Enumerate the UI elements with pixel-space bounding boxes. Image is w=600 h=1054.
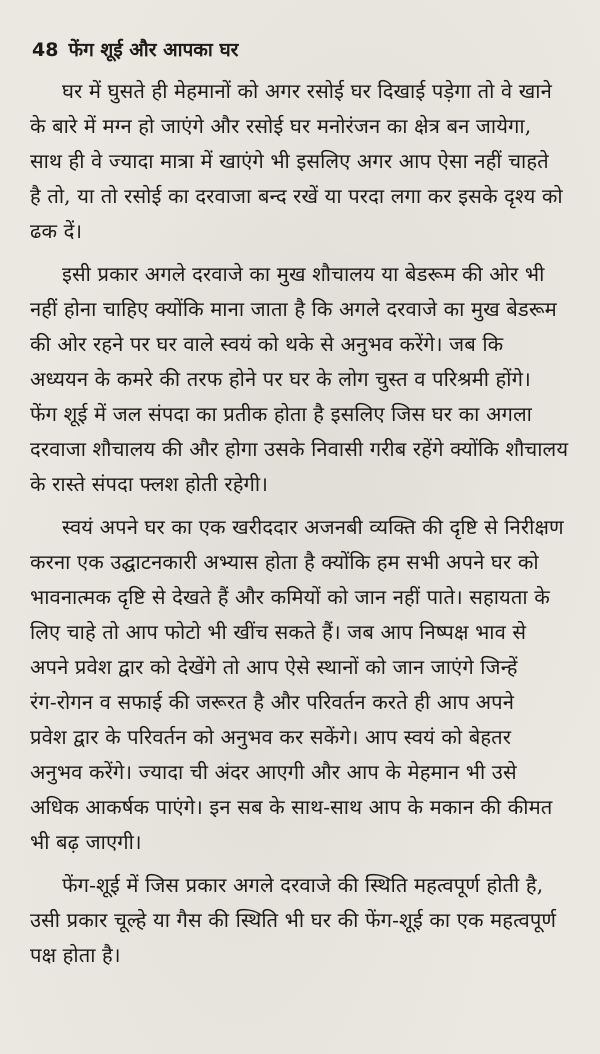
text-line: घर में घुसते ही मेहमानों को अगर रसोई घर दिखाई पड़ेगा तो वे खाने [62, 79, 552, 103]
text-line: साथ ही वे ज्यादा मात्रा में खाएंगे भी इसलिए अगर आप ऐसा नहीं चाहते [30, 149, 549, 173]
text-line: करना एक उद्घाटनकारी अभ्यास होता है क्योंकि हम सभी अपने घर को [30, 550, 539, 574]
text-line: भी बढ़ जाएगी। [30, 830, 142, 854]
text-line: फेंग शूई में जल संपदा का प्रतीक होता है इसलिए जिस घर का अगला [30, 402, 532, 426]
text-line: अनुभव करेंगे। ज्यादा ची अंदर आएगी और आप के मेहमान भी उसे [30, 760, 517, 784]
text-line: प्रवेश द्वार के परिवर्तन को अनुभव कर सकेंगे। आप स्वयं को बेहतर [30, 725, 512, 749]
text-line: की ओर रहने पर घर वाले स्वयं को थके से अनुभव करेंगे। जब कि [30, 332, 504, 356]
text-line: के बारे में मग्न हो जाएंगे और रसोई घर मनोरंजन का क्षेत्र बन जायेगा, [30, 114, 532, 138]
text-line: भावनात्मक दृष्टि से देखते हैं और कमियों को जान नहीं पाते। सहायता के [30, 585, 550, 609]
text-line: अपने प्रवेश द्वार को देखेंगे तो आप ऐसे स्थानों को जान जाएंगे जिन्हें [30, 655, 518, 679]
paragraph-3 [30, 510, 582, 860]
paragraph-1 [30, 74, 582, 249]
text-line: इसी प्रकार अगले दरवाजे का मुख शौचालय या बेडरूम की ओर भी [62, 262, 545, 286]
text-line: के रास्ते संपदा फ्लश होती रहेगी। [30, 472, 268, 496]
text-line: है तो, या तो रसोई का दरवाजा बन्द रखें या परदा लगा कर इसके दृश्य को [30, 184, 563, 208]
page-number: 48 [32, 39, 59, 61]
text-line: उसी प्रकार चूल्हे या गैस की स्थिति भी घर की फेंग-शूई का एक महत्वपूर्ण [30, 908, 557, 932]
text-line: अध्ययन के कमरे की तरफ होने पर घर के लोग चुस्त व परिश्रमी होंगे। [30, 367, 531, 391]
text-line: स्वयं अपने घर का एक खरीददार अजनबी व्यक्ति की दृष्टि से निरीक्षण [62, 515, 564, 539]
paragraph-4 [30, 868, 582, 973]
paragraph-2 [30, 257, 582, 502]
text-line: लिए चाहे तो आप फोटो भी खींच सकते हैं। जब आप निष्पक्ष भाव से [30, 620, 527, 644]
text-line: फेंग-शूई में जिस प्रकार अगले दरवाजे की स्थिति महत्वपूर्ण होती है, [62, 873, 544, 897]
text-line: नहीं होना चाहिए क्योंकि माना जाता है कि अगले दरवाजे का मुख बेडरूम [30, 297, 557, 321]
text-line: दरवाजा शौचालय की और होगा उसके निवासी गरीब रहेंगे क्योंकि शौचालय [30, 437, 569, 461]
running-title: फेंग शूई और आपका घर [68, 39, 239, 61]
text-line: रंग-रोगन व सफाई की जरूरत है और परिवर्तन करते ही आप अपने [30, 690, 515, 714]
page-header [32, 36, 582, 62]
text-line: पक्ष होता है। [30, 943, 121, 967]
text-line: अधिक आकर्षक पाएंगे। इन सब के साथ-साथ आप के मकान की कीमत [30, 795, 553, 819]
text-line: ढक दें। [30, 219, 83, 243]
